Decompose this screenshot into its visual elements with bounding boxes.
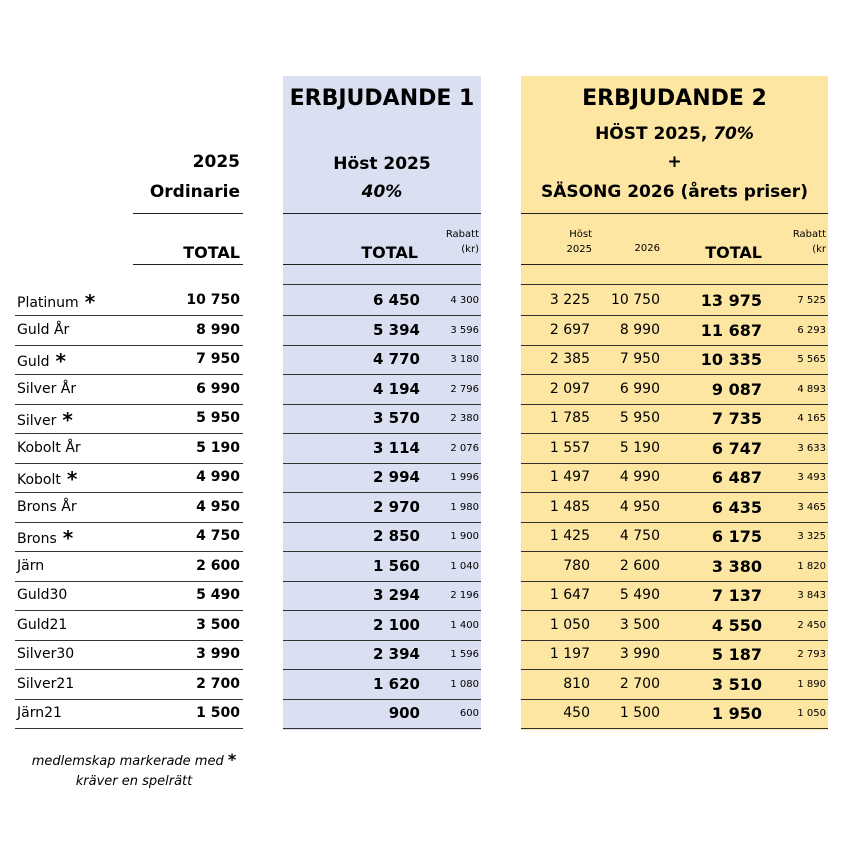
offer1-rabatt: 3 180 [450, 354, 479, 365]
offer2-header-rule [521, 213, 828, 214]
ordinary-price: 3 500 [196, 616, 240, 633]
offer1-rabatt: 2 380 [450, 413, 479, 424]
ordinary-header-rule [133, 213, 243, 214]
offer1-spacer-rule [283, 284, 481, 285]
offer2-total: 1 950 [711, 704, 762, 723]
row-divider [521, 728, 828, 729]
offer1-total: 6 450 [373, 291, 420, 309]
offer2-2026-price: 4 950 [619, 498, 660, 515]
membership-name [17, 552, 44, 581]
offer2-total: 7 735 [711, 409, 762, 428]
membership-name-text: Brons År [17, 498, 77, 515]
offer2-2026-price: 4 990 [619, 469, 660, 485]
offer2-2026-price: 2 700 [619, 675, 660, 692]
offer1-rabatt: 1 040 [450, 560, 479, 572]
offer2-2026-price: 3 500 [619, 616, 660, 633]
offer2-rabatt: 1 890 [797, 678, 826, 690]
offer2-plus: + [667, 152, 682, 172]
ordinary-label: Ordinarie [149, 182, 240, 202]
offer2-total-header: TOTAL [705, 243, 762, 262]
offer2-rabatt: 1 820 [797, 560, 826, 572]
offer2-total: 3 380 [711, 556, 762, 576]
membership-name-text: Platinum [17, 295, 79, 311]
ordinary-total-header: TOTAL [183, 243, 240, 262]
offer1-season: Höst 2025 [333, 154, 431, 174]
membership-name [17, 581, 67, 610]
offer2-total: 4 550 [711, 615, 762, 635]
offer2-host-price: 810 [563, 675, 590, 692]
offer1-title: ERBJUDANDE 1 [289, 86, 475, 111]
offer1-rabatt: 600 [459, 708, 479, 719]
membership-name [17, 640, 74, 669]
offer2-total: 10 335 [700, 350, 762, 369]
spelratt-star-icon: * [62, 526, 74, 550]
spelratt-star-icon: * [55, 349, 66, 373]
membership-name-text: Silver År [17, 380, 77, 397]
offer2-total: 6 487 [711, 468, 762, 487]
offer2-host-price: 3 225 [549, 292, 590, 308]
membership-name [17, 699, 62, 728]
offer1-rabatt: 1 980 [450, 501, 479, 513]
offer1-rabatt: 2 196 [450, 590, 479, 601]
offer1-rabatt: 1 596 [450, 649, 479, 660]
membership-name [17, 463, 77, 492]
ordinary-price: 2 600 [196, 557, 240, 574]
offer1-rabatt: 2 076 [450, 442, 479, 454]
offer2-2026-price: 5 490 [619, 587, 660, 603]
offer2-total: 6 175 [711, 527, 762, 546]
ordinary-price: 3 990 [196, 646, 240, 662]
offer1-percent: 40% [361, 182, 403, 202]
offer1-total: 2 850 [373, 527, 420, 545]
offer2-total: 5 187 [711, 645, 762, 664]
offer2-spacer-rule [521, 284, 828, 285]
membership-name-text: Silver30 [17, 646, 75, 662]
membership-name-text: Kobolt År [17, 439, 81, 456]
offer1-total-rule [283, 264, 481, 265]
offer2-host-price: 2 385 [549, 351, 590, 367]
offer1-total: 2 994 [373, 468, 420, 486]
offer1-rabatt-header: Rabatt (kr) [445, 229, 479, 255]
offer2-2026-price: 6 990 [619, 380, 660, 397]
ordinary-year: 2025 [192, 152, 240, 172]
membership-name [17, 434, 81, 463]
offer2-rabatt: 2 450 [797, 619, 826, 631]
offer2-rabatt: 3 325 [797, 531, 826, 542]
offer2-2026-price: 10 750 [611, 292, 660, 308]
offer2-rabatt: 4 893 [797, 383, 826, 395]
membership-name [17, 375, 76, 404]
ordinary-price: 7 950 [196, 351, 240, 367]
membership-name-text: Kobolt [17, 472, 61, 488]
offer2-2026-price: 5 950 [619, 410, 660, 426]
offer1-rabatt: 4 300 [450, 295, 479, 306]
footnote: medlemskap markerade med * kräver en spelrätt [31, 750, 237, 789]
ordinary-price: 10 750 [186, 292, 240, 308]
offer2-host-price: 2 097 [549, 380, 590, 397]
offer1-total: 3 294 [373, 586, 420, 604]
ordinary-price: 8 990 [196, 321, 240, 338]
offer2-rabatt: 3 843 [797, 590, 826, 601]
ordinary-price: 5 190 [196, 439, 240, 456]
offer2-2026-price: 4 750 [619, 528, 660, 544]
membership-name-text: Brons [17, 531, 57, 547]
membership-name-text: Silver21 [17, 675, 75, 692]
offer2-rabatt-header: Rabatt (kr [792, 229, 826, 255]
offer1-header-rule [283, 213, 481, 214]
offer1-total-header: TOTAL [361, 243, 418, 262]
offer1-total: 2 100 [373, 615, 420, 634]
offer2-total-rule [521, 264, 828, 265]
offer2-host-price: 780 [563, 557, 590, 574]
offer2-total: 11 687 [700, 320, 762, 340]
offer2-2026-price: 8 990 [619, 321, 660, 338]
membership-name [17, 522, 73, 551]
membership-name [17, 345, 66, 374]
offer2-rabatt: 3 633 [797, 442, 826, 454]
offer2-host-price: 1 497 [549, 469, 590, 485]
row-divider [283, 728, 481, 729]
membership-name-text: Järn [17, 557, 45, 574]
offer2-host-price: 2 697 [549, 321, 590, 338]
membership-name-text: Guld [17, 354, 50, 370]
offer2-host-header: Höst 2025 [566, 229, 592, 255]
membership-name [17, 611, 67, 640]
membership-name-text: Silver [17, 413, 57, 429]
offer2-2026-price: 2 600 [619, 557, 660, 574]
offer1-total: 1 620 [373, 674, 420, 693]
membership-name [17, 316, 69, 345]
offer2-host-price: 1 557 [549, 439, 590, 456]
offer2-total: 6 747 [711, 438, 762, 458]
offer2-rabatt: 6 293 [797, 324, 826, 336]
spelratt-star-icon: * [66, 467, 78, 491]
offer1-total: 4 194 [373, 379, 420, 398]
offer2-host-price: 1 647 [549, 587, 590, 603]
offer2-2026-price: 3 990 [619, 646, 660, 662]
row-divider [15, 728, 243, 729]
offer1-total: 1 560 [373, 556, 420, 575]
offer2-2026-price: 7 950 [619, 351, 660, 367]
ordinary-price: 2 700 [196, 675, 240, 692]
offer2-total: 7 137 [711, 586, 762, 605]
offer2-2026-price: 1 500 [619, 705, 660, 721]
offer1-total: 5 394 [373, 320, 420, 339]
ordinary-total-rule [133, 264, 243, 265]
offer2-host-price: 1 485 [549, 498, 590, 515]
offer1-total: 4 770 [373, 350, 420, 368]
ordinary-price: 5 950 [196, 410, 240, 426]
offer2-rabatt: 3 493 [797, 472, 826, 483]
offer1-total: 2 394 [373, 645, 420, 663]
ordinary-price: 5 490 [196, 587, 240, 603]
offer2-total: 6 435 [711, 497, 762, 517]
offer2-rabatt: 5 565 [797, 354, 826, 365]
offer2-rabatt: 3 465 [797, 501, 826, 513]
offer2-host-price: 1 050 [549, 616, 590, 633]
offer2-rabatt: 7 525 [797, 295, 826, 306]
offer2-total: 9 087 [711, 379, 762, 399]
offer2-host-price: 1 425 [549, 528, 590, 544]
offer1-rabatt: 1 080 [450, 678, 479, 690]
offer2-total: 13 975 [700, 291, 762, 310]
offer1-rabatt: 1 900 [450, 531, 479, 542]
offer1-total: 3 570 [373, 409, 420, 427]
membership-name [17, 286, 95, 315]
offer2-host-price: 1 197 [549, 646, 590, 662]
offer2-rabatt: 2 793 [797, 649, 826, 660]
membership-name [17, 670, 74, 699]
offer2-host-price: 450 [563, 705, 590, 721]
membership-name [17, 493, 77, 522]
ordinary-price: 4 750 [196, 528, 240, 544]
ordinary-price: 4 950 [196, 498, 240, 515]
membership-name [17, 404, 73, 433]
ordinary-price: 1 500 [196, 705, 240, 721]
offer2-rabatt: 1 050 [797, 708, 826, 719]
offer1-rabatt: 3 596 [450, 324, 479, 336]
offer2-title: ERBJUDANDE 2 [582, 86, 767, 111]
offer2-2026-header: 2026 [634, 243, 660, 254]
spelratt-star-icon: * [62, 408, 73, 432]
offer2-rabatt: 4 165 [797, 413, 826, 424]
offer2-2026-price: 5 190 [619, 439, 660, 456]
offer2-line2: SÄSONG 2026 (årets priser) [541, 182, 808, 202]
membership-name-text: Guld21 [17, 616, 68, 633]
offer2-host-price: 1 785 [549, 410, 590, 426]
offer1-total: 900 [388, 704, 420, 722]
membership-name-text: Järn21 [17, 705, 62, 721]
offer1-total: 2 970 [373, 497, 420, 516]
offer1-rabatt: 1 996 [450, 472, 479, 483]
ordinary-price: 4 990 [196, 469, 240, 485]
membership-name-text: Guld År [17, 321, 70, 338]
offer2-line1: HÖST 2025, 70% [595, 124, 754, 144]
membership-name-text: Guld30 [17, 587, 68, 603]
ordinary-price: 6 990 [196, 380, 240, 397]
offer1-rabatt: 1 400 [450, 619, 479, 631]
offer1-rabatt: 2 796 [450, 383, 479, 395]
offer1-total: 3 114 [373, 438, 420, 457]
spelratt-star-icon: * [84, 290, 96, 314]
offer2-total: 3 510 [711, 674, 762, 694]
